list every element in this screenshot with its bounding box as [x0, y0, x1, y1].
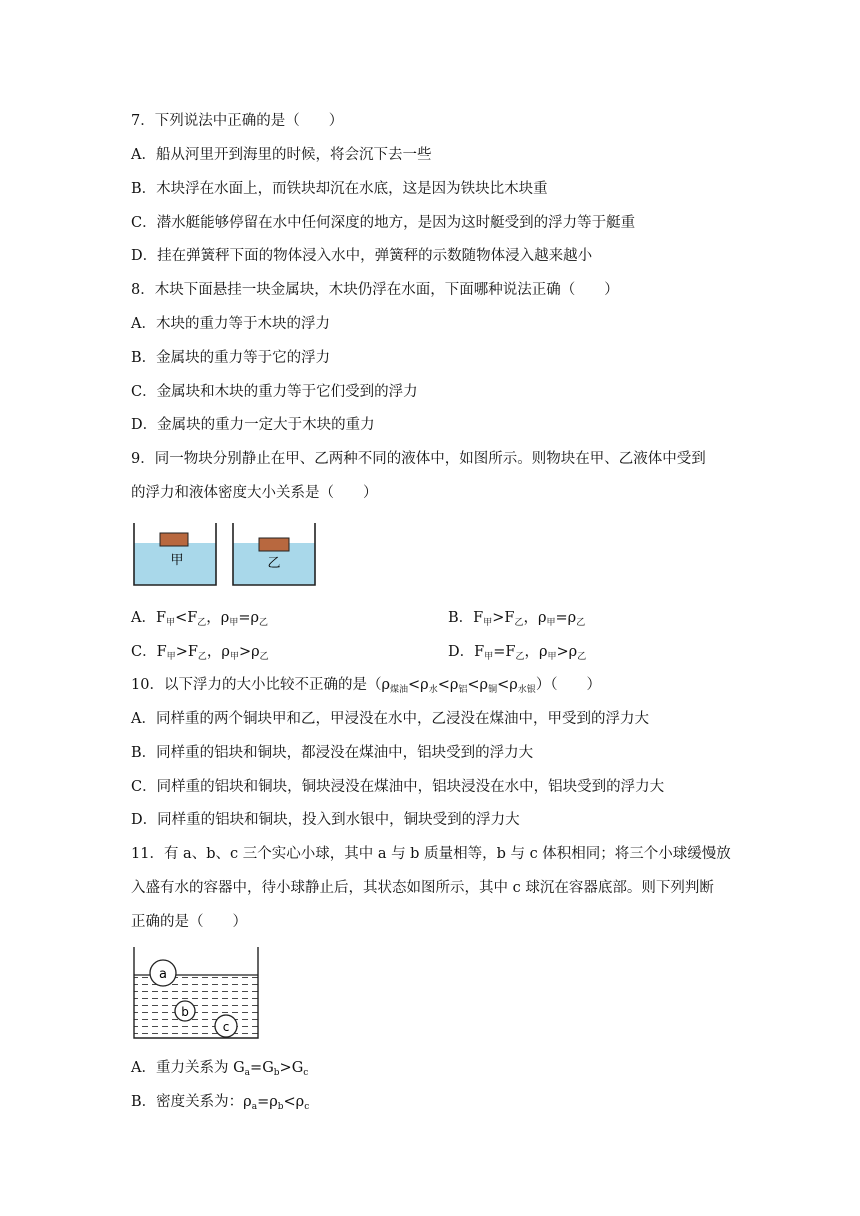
q8-option-a: A．木块的重力等于木块的浮力 — [131, 316, 330, 332]
block-yi — [259, 538, 289, 551]
q9-stem-line2: 的浮力和液体密度大小关系是（ ） — [131, 485, 378, 501]
label-jia: 甲 — [170, 553, 184, 568]
q7-stem: 7．下列说法中正确的是（ ） — [131, 113, 344, 129]
q8-option-d: D．金属块的重力一定大于木块的重力 — [131, 417, 375, 433]
ball-b-label: b — [181, 1005, 189, 1019]
q10-option-b: B．同样重的铝块和铜块，都浸没在煤油中，铝块受到的浮力大 — [131, 745, 534, 761]
q10-stem: 10．以下浮力的大小比较不正确的是$(\rho_{煤油}<\rho_水<\rho_铝<\rho_铜<\rho_{水银})$（ ） — [131, 677, 602, 695]
ball-a — [150, 960, 176, 986]
q10-option-d: D．同样重的铝块和铜块，投入到水银中，铜块受到的浮力大 — [131, 812, 520, 828]
q7-option-a: A．船从河里开到海里的时候，将会沉下去一些 — [131, 147, 432, 163]
ball-c-label: c — [222, 1020, 230, 1034]
block-jia — [160, 533, 188, 546]
water — [134, 975, 258, 1037]
q8-option-b: B．金属块的重力等于它的浮力 — [131, 350, 331, 366]
q11-option-b: B．密度关系为：$\rho_a=\rho_b<\rho_c$ — [131, 1094, 310, 1112]
q7-option-b: B．木块浮在水面上，而铁块却沉在水底，这是因为铁块比木块重 — [131, 181, 548, 197]
beaker-yi — [233, 523, 315, 585]
q11-stem-line2: 入盛有水的容器中，待小球静止后，其状态如图所示，其中 c 球沉在容器底部。则下列判断 — [131, 880, 714, 896]
ball-a-label: a — [159, 967, 167, 982]
q11-stem-line1: 11．有 a、b、c 三个实心小球，其中 a 与 b 质量相等，b 与 c 体积相同；将三个小球缓慢放 — [131, 846, 731, 862]
q9-option-c: C．$F_甲>F_乙$，$\rho_甲>\rho_乙$ — [131, 644, 269, 662]
q9-option-b: B．$F_甲>F_乙$，$\rho_甲=\rho_乙$ — [448, 610, 586, 628]
q9-stem-line1: 9．同一物块分别静止在甲、乙两种不同的液体中，如图所示。则物块在甲、乙液体中受到 — [131, 451, 706, 467]
q10-option-a: A．同样重的两个铜块甲和乙，甲浸没在水中，乙浸没在煤油中，甲受到的浮力大 — [131, 711, 649, 727]
q9-option-a: A．$F_甲<F_乙$，$\rho_甲=\rho_乙$ — [131, 610, 269, 628]
q7-option-c: C．潜水艇能够停留在水中任何深度的地方，是因为这时艇受到的浮力等于艇重 — [131, 215, 636, 231]
q11-option-a: A．重力关系为 $G_a=G_b>G_c$ — [131, 1060, 309, 1078]
ball-b — [175, 1001, 195, 1021]
ball-c — [215, 1015, 237, 1037]
q7-option-d: D．挂在弹簧秤下面的物体浸入水中，弹簧秤的示数随物体浸入越来越小 — [131, 248, 593, 264]
beaker-jia — [134, 523, 216, 585]
q10-option-c: C．同样重的铝块和铜块，铜块浸没在煤油中，铝块浸没在水中，铝块受到的浮力大 — [131, 779, 665, 795]
q8-stem: 8．木块下面悬挂一块金属块，木块仍浮在水面，下面哪种说法正确（ ） — [131, 282, 619, 298]
q8-option-c: C．金属块和木块的重力等于它们受到的浮力 — [131, 384, 418, 400]
q9-option-d: D．$F_甲=F_乙$，$\rho_甲>\rho_乙$ — [448, 644, 587, 662]
q9-figure-beakers — [131, 522, 321, 588]
label-yi: 乙 — [267, 556, 281, 571]
q11-stem-line3: 正确的是（ ） — [131, 914, 247, 930]
q11-figure-container — [131, 946, 263, 1042]
